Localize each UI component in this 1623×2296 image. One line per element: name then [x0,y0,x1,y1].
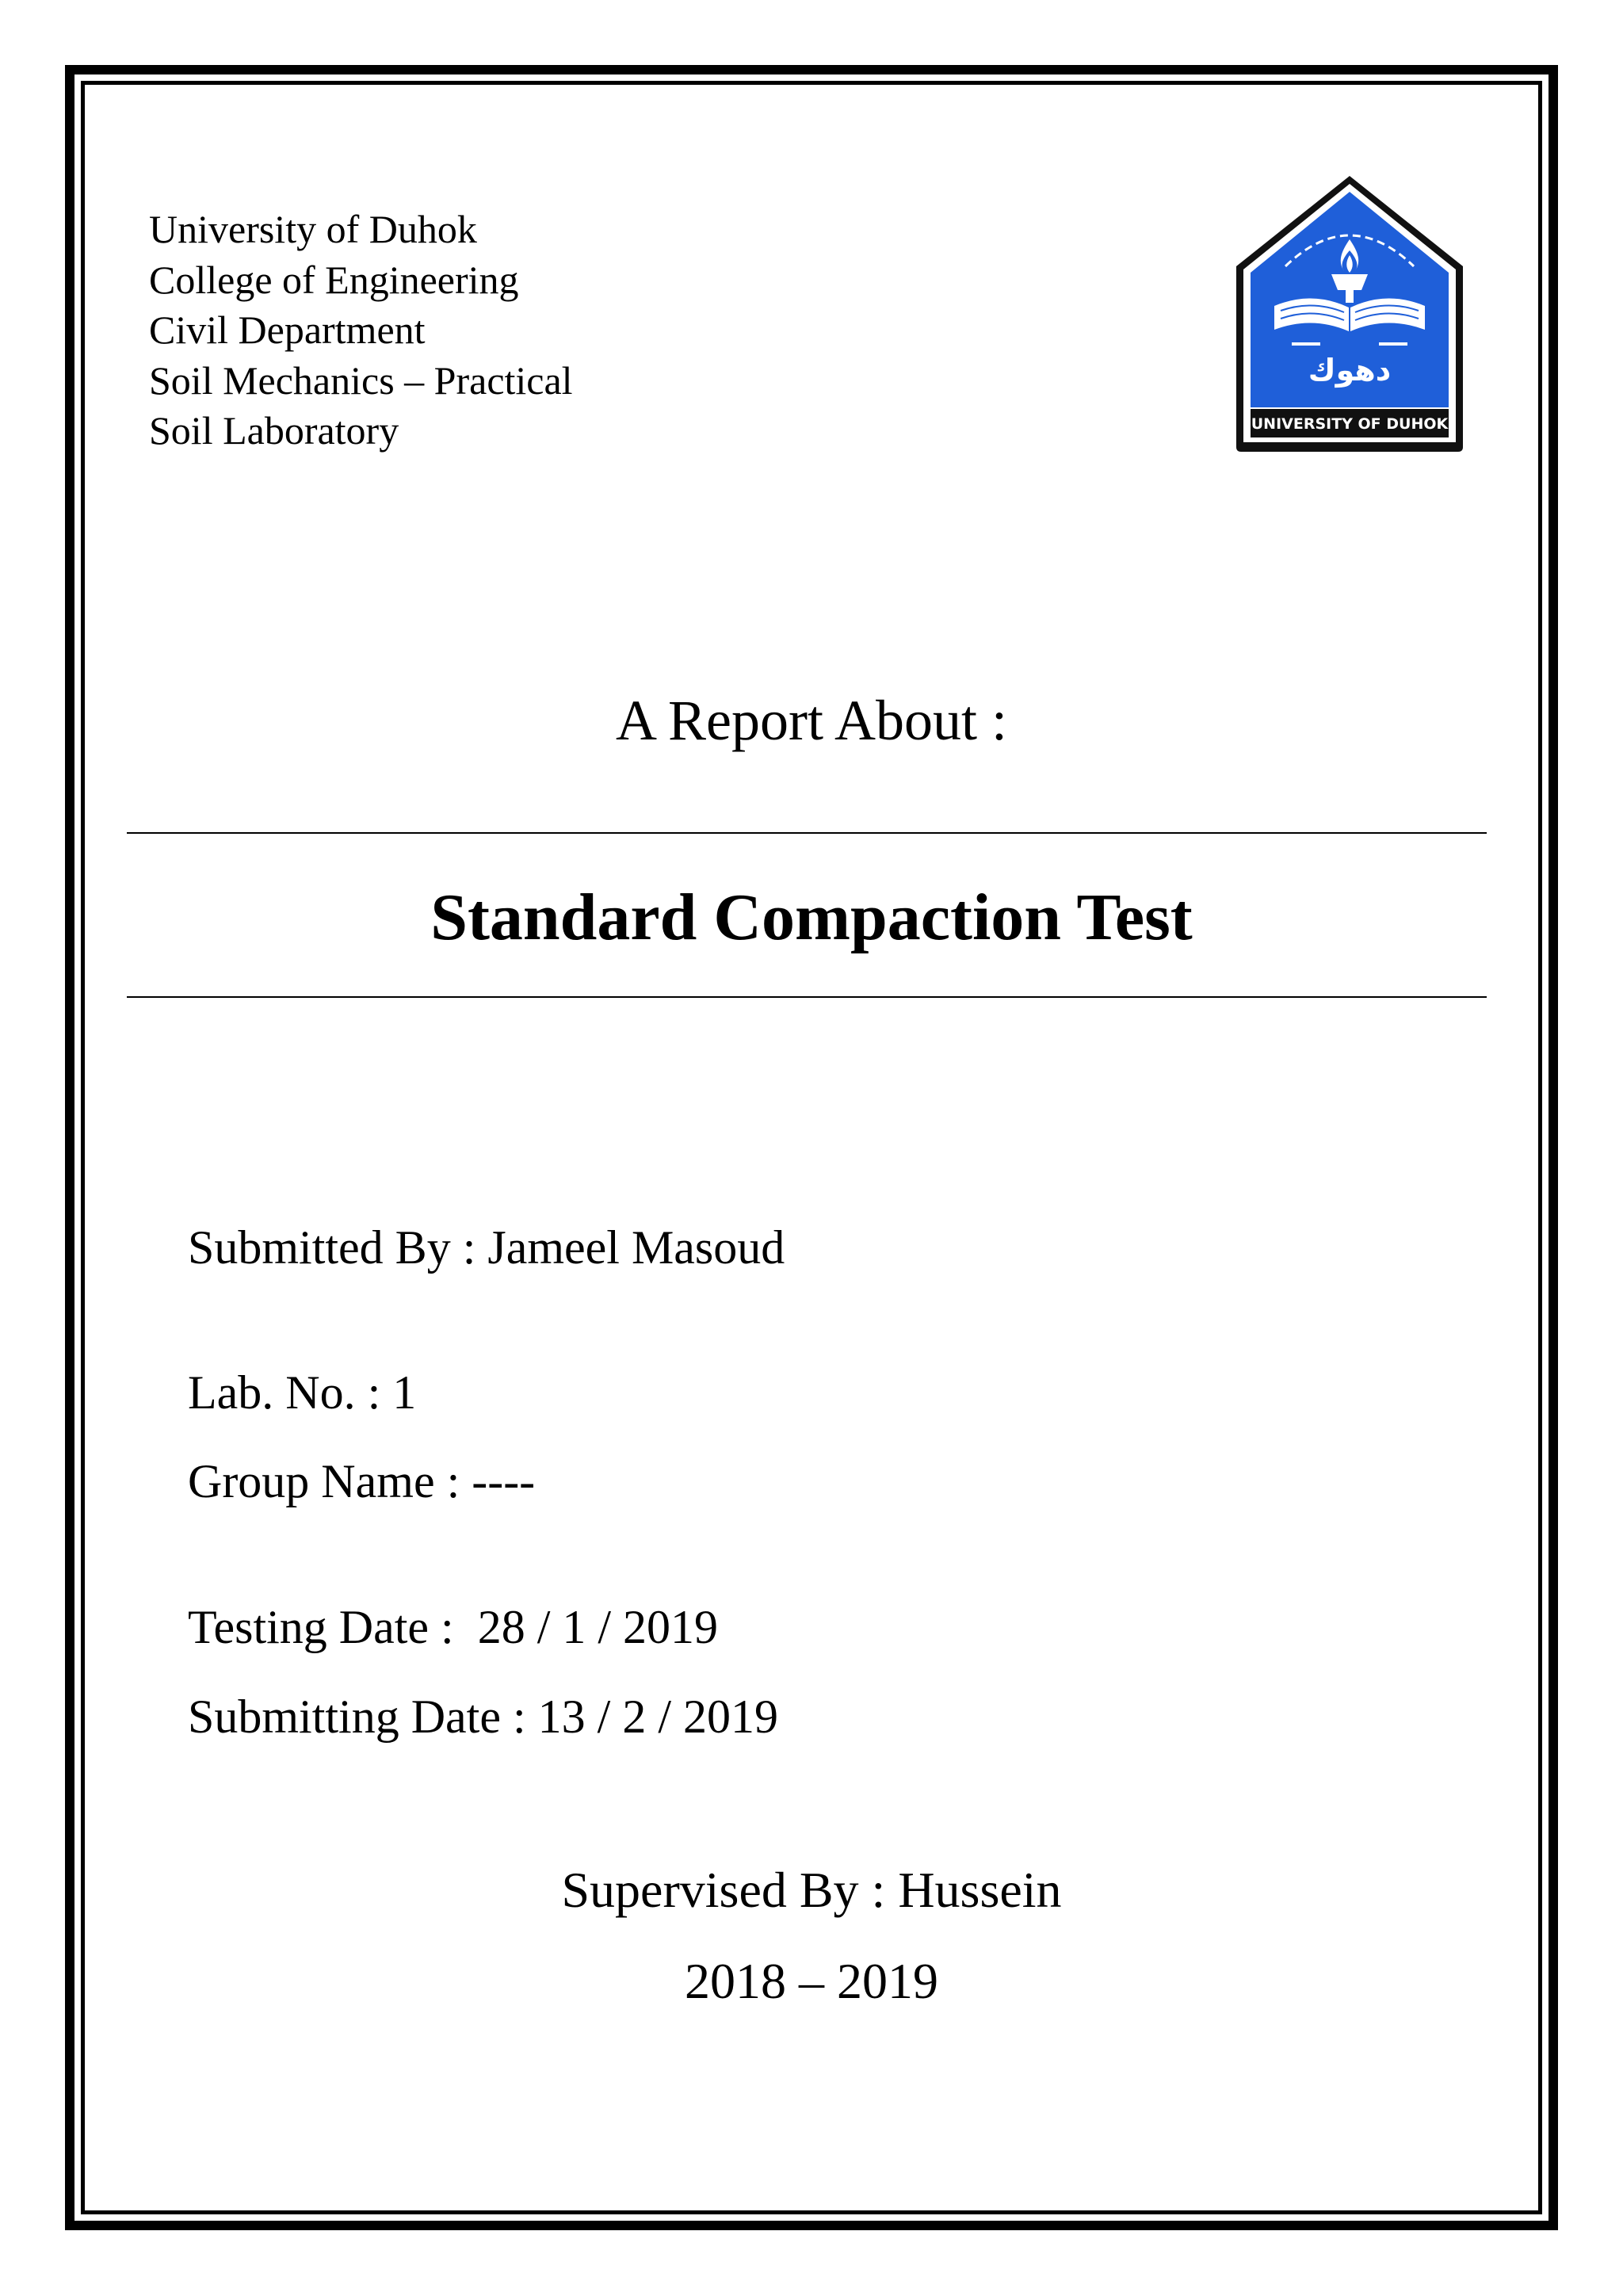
academic-year: 2018 – 2019 [685,1953,938,2009]
institution-header [149,204,573,457]
title-rule-top [127,832,1487,834]
lab-number: Lab. No. : 1 [188,1366,417,1419]
group-name: Group Name : ---- [188,1455,536,1507]
college-name: College of Engineering [149,257,519,302]
logo-band-text: UNIVERSITY OF DUHOK [1251,415,1449,433]
supervised-by: Supervised By : Hussein [561,1862,1062,1918]
submitted-by: Submitted By : Jameel Masoud [188,1221,785,1274]
report-about-heading: A Report About : [615,689,1007,752]
submitting-date: Submitting Date : 13 / 2 / 2019 [188,1690,778,1743]
laboratory-name: Soil Laboratory [149,408,399,453]
report-title: Standard Compaction Test [430,881,1193,954]
title-rule-bottom [127,996,1487,998]
department-name: Civil Department [149,308,426,352]
course-name: Soil Mechanics – Practical [149,357,573,403]
university-of-duhok-logo-icon [1233,173,1466,453]
logo-arabic-wordmark: دهوك [1308,353,1392,388]
university-name: University of Duhok [149,207,477,251]
testing-date: Testing Date : 28 / 1 / 2019 [188,1601,719,1653]
